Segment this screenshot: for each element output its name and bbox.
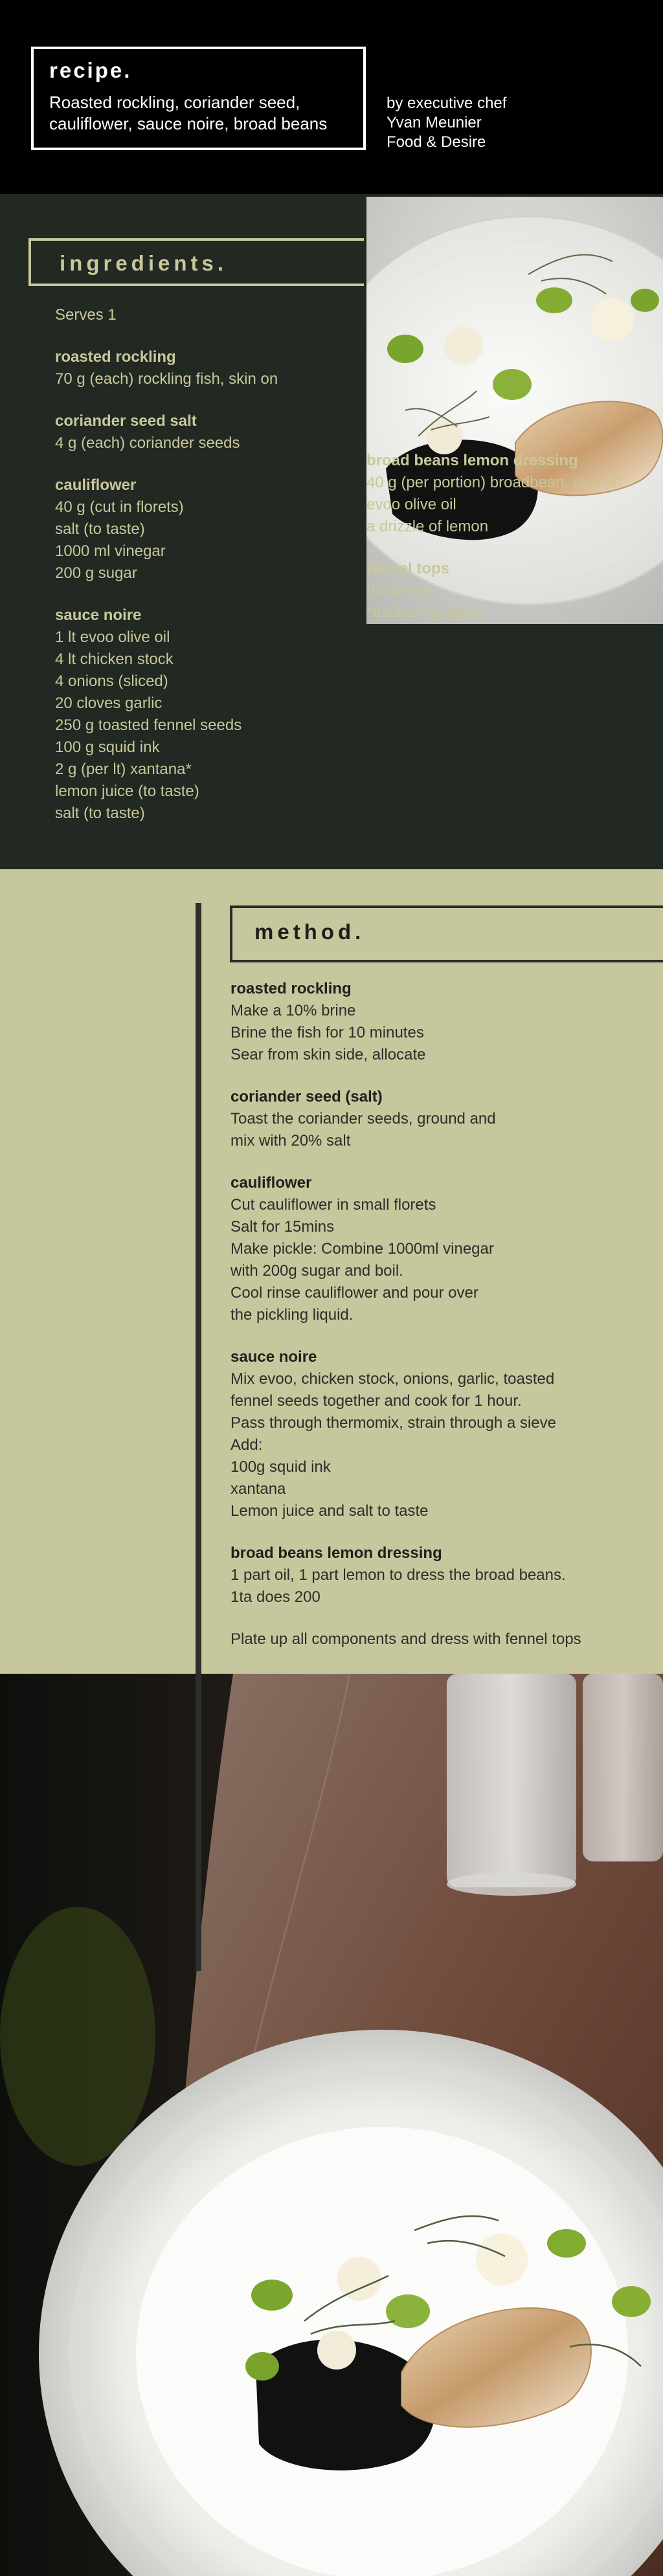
ingredient-footnote: *thickening agent: [366, 604, 486, 621]
method-line: the pickling liquid.: [230, 1306, 354, 1324]
method-step-coriander: [230, 1086, 645, 1152]
ingredients-heading-box: [28, 238, 364, 286]
ingredient-line: 1000 ml vinegar: [55, 542, 166, 560]
method-line: 100g squid ink: [230, 1458, 331, 1476]
ingredient-group-fennel-tops: [366, 558, 658, 624]
ingredient-group-sauce-noire: [55, 605, 366, 825]
method-line: Toast the coriander seeds, ground and: [230, 1110, 496, 1127]
ingredient-group-broad-beans: [366, 450, 658, 538]
byline-line: by executive chef: [387, 94, 507, 112]
method-line: Make a 10% brine: [230, 1002, 356, 1019]
title-box: [31, 47, 366, 150]
ingredient-group-title: roasted rockling: [55, 348, 176, 366]
ingredient-group-title: sauce noire: [55, 606, 142, 624]
method-line: Add:: [230, 1436, 263, 1454]
ingredient-line: salt (to taste): [55, 520, 145, 538]
method-step-title: sauce noire: [230, 1348, 317, 1366]
brand-name: Food & Desire: [387, 133, 486, 151]
ingredient-line: 100 g squid ink: [55, 738, 160, 756]
ingredient-line: (to serve): [366, 582, 433, 599]
ingredient-line: 200 g sugar: [55, 564, 137, 582]
method-line: with 200g sugar and boil.: [230, 1262, 403, 1280]
recipe-header: [0, 0, 663, 194]
ingredient-line: salt (to taste): [55, 805, 145, 822]
recipe-description-line: cauliflower, sauce noire, broad beans: [49, 113, 328, 133]
ingredients-right-column: [366, 450, 658, 644]
method-heading: method.: [254, 920, 365, 944]
method-step-sauce-noire: [230, 1346, 645, 1522]
dish-photo-bottom: [0, 1674, 663, 2576]
method-step-rockling: [230, 978, 645, 1066]
ingredient-line: 70 g (each) rockling fish, skin on: [55, 370, 278, 388]
method-line: Make pickle: Combine 1000ml vinegar: [230, 1240, 494, 1258]
method-line: fennel seeds together and cook for 1 hour.: [230, 1392, 522, 1410]
method-line: Salt for 15mins: [230, 1218, 335, 1236]
method-step-title: cauliflower: [230, 1174, 312, 1192]
ingredient-group-coriander-salt: [55, 410, 366, 454]
method-line: Brine the fish for 10 minutes: [230, 1024, 424, 1041]
ingredient-line: 2 g (per lt) xantana*: [55, 761, 192, 778]
ingredient-line: a drizzle of lemon: [366, 518, 489, 535]
ingredient-line: evoo olive oil: [366, 496, 456, 513]
ingredient-group-title: fennel tops: [366, 560, 450, 577]
ingredient-line: 20 cloves garlic: [55, 694, 163, 712]
ingredient-line: 40 g (cut in florets): [55, 498, 184, 516]
method-line: Sear from skin side, allocate: [230, 1046, 426, 1063]
ingredient-group-title: cauliflower: [55, 476, 137, 494]
method-line: 1ta does 200: [230, 1588, 320, 1606]
ingredient-line: 1 lt evoo olive oil: [55, 628, 170, 646]
method-step-title: broad beans lemon dressing: [230, 1544, 442, 1562]
chef-name: Yvan Meunier: [387, 114, 482, 131]
recipe-description: [49, 92, 348, 135]
method-step-cauliflower: [230, 1172, 645, 1326]
method-step-broad-beans: [230, 1542, 645, 1608]
ingredient-line: 4 lt chicken stock: [55, 650, 174, 668]
method-line: 1 part oil, 1 part lemon to dress the broad beans.: [230, 1566, 566, 1584]
ingredient-group-rockling: [55, 346, 366, 390]
ingredient-group-cauliflower: [55, 474, 366, 584]
ingredients-heading: ingredients.: [60, 251, 228, 275]
method-line: Mix evoo, chicken stock, onions, garlic, toasted: [230, 1370, 555, 1388]
chef-byline: [387, 94, 506, 152]
method-line: mix with 20% salt: [230, 1132, 351, 1149]
method-line: Cut cauliflower in small florets: [230, 1196, 436, 1214]
method-line: Lemon juice and salt to taste: [230, 1502, 429, 1520]
method-body: [230, 978, 645, 1650]
ingredient-line: lemon juice (to taste): [55, 783, 199, 800]
ingredients-left-column: [55, 304, 366, 845]
serves-text: Serves 1: [55, 306, 117, 324]
ingredient-line: 250 g toasted fennel seeds: [55, 716, 242, 734]
method-line: xantana: [230, 1480, 286, 1498]
method-section: [0, 869, 663, 1674]
ingredient-line: 40 g (per portion) broadbean, skin off: [366, 474, 622, 491]
method-step-title: coriander seed (salt): [230, 1088, 383, 1105]
method-final-note: Plate up all components and dress with fennel tops: [230, 1630, 581, 1648]
ingredient-line: 4 g (each) coriander seeds: [55, 434, 240, 452]
method-heading-box: [230, 905, 663, 962]
ingredient-group-title: broad beans lemon dressing: [366, 452, 578, 469]
ingredient-group-title: coriander seed salt: [55, 412, 197, 430]
method-line: Cool rinse cauliflower and pour over: [230, 1284, 478, 1302]
ingredient-line: 4 onions (sliced): [55, 672, 168, 690]
recipe-description-line: Roasted rockling, coriander seed,: [49, 92, 300, 112]
method-step-title: roasted rockling: [230, 980, 352, 997]
method-line: Pass through thermomix, strain through a sieve: [230, 1414, 556, 1432]
method-divider-bar: [196, 903, 201, 1971]
recipe-title: recipe.: [49, 58, 132, 82]
